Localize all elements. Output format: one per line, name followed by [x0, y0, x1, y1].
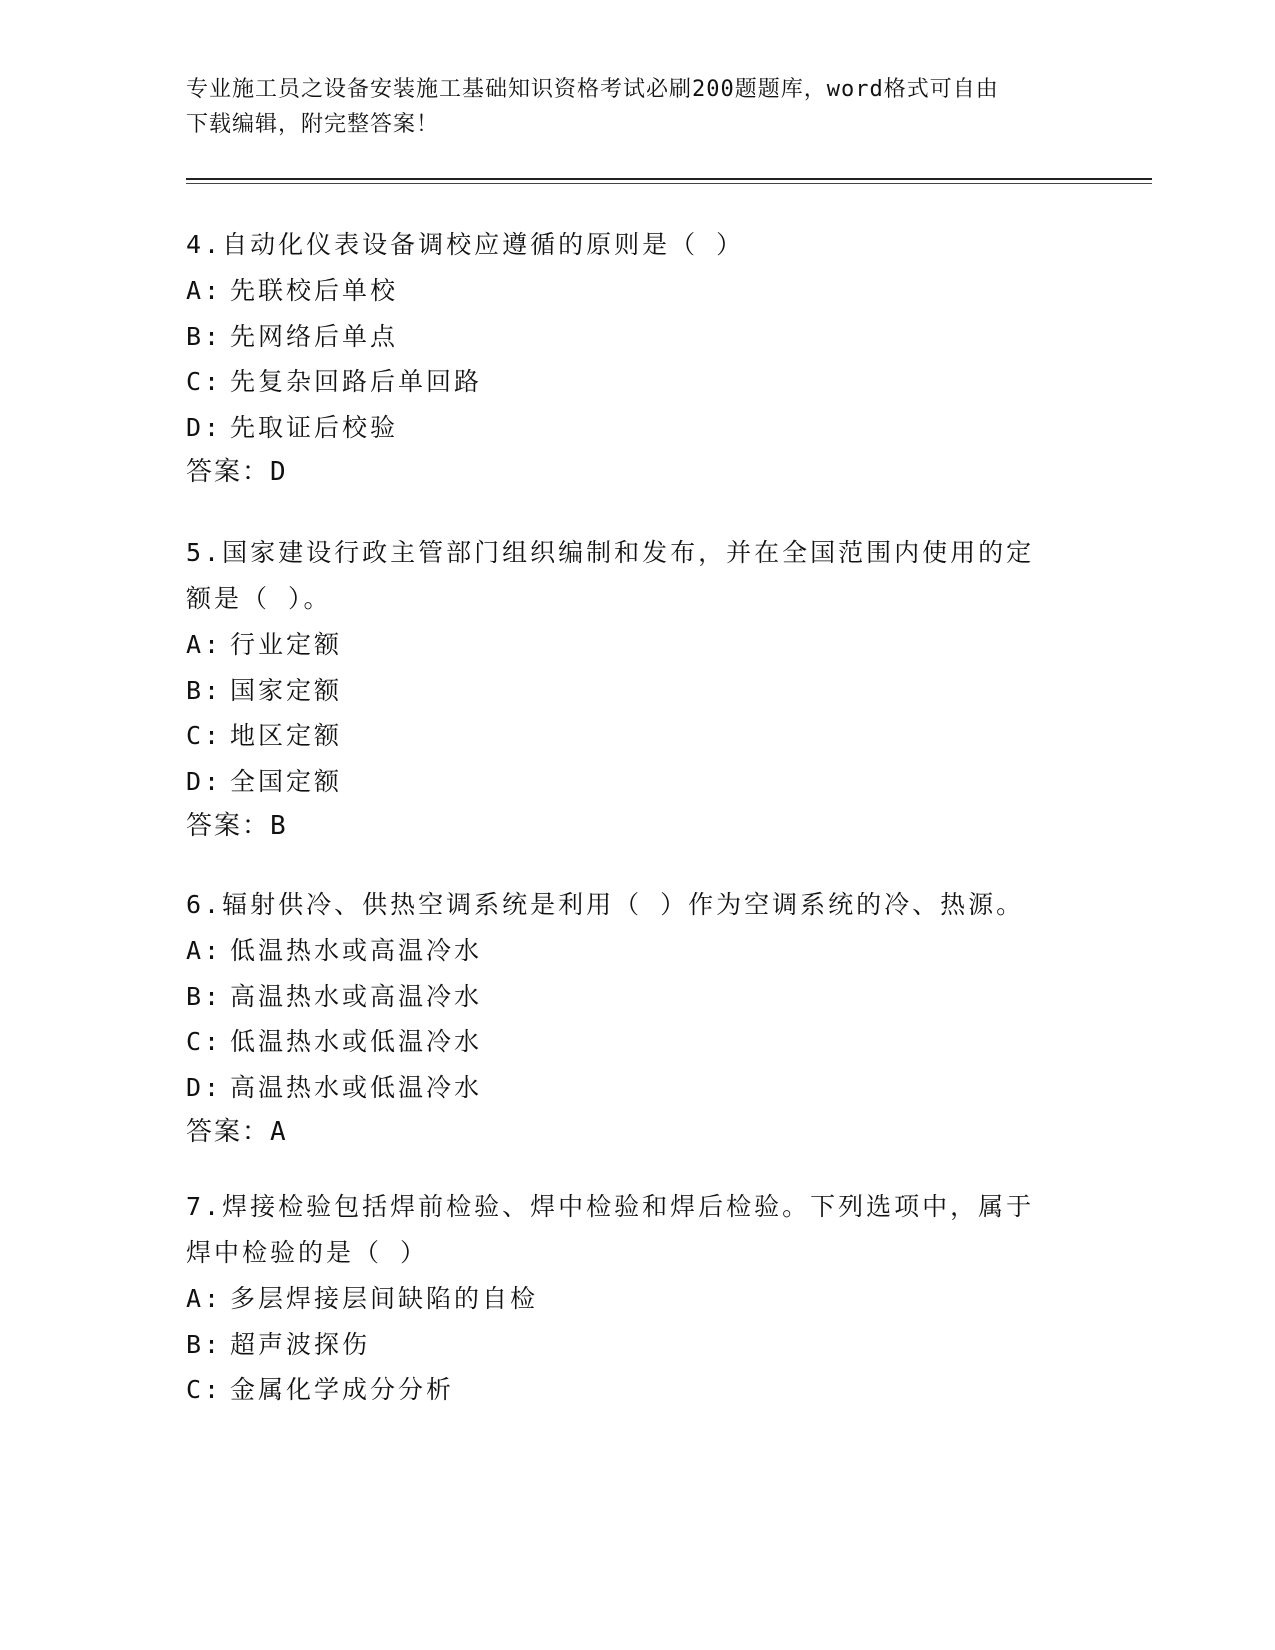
option-b [186, 974, 1066, 1020]
option-key: B: [186, 321, 223, 351]
option-b [186, 314, 1066, 360]
option-c [186, 1019, 1066, 1065]
question-5 [186, 530, 1066, 850]
option-c [186, 359, 1066, 405]
option-d [186, 1065, 1066, 1111]
option-a [186, 1276, 1066, 1322]
option-d [186, 759, 1066, 805]
option-text: 行业定额 [230, 630, 343, 659]
option-text: 先网络后单点 [230, 321, 399, 351]
option-text: 低温热水或低温冷水 [230, 1027, 483, 1056]
option-key: A: [186, 276, 223, 305]
answer-value: A [270, 1117, 288, 1147]
option-key: C: [186, 1375, 223, 1404]
question-stem-continued: 额是（ ）。 [186, 584, 332, 613]
question-stem: 7.焊接检验包括焊前检验、焊中检验和焊后检验。下列选项中，属于 [186, 1192, 1035, 1221]
option-a [186, 622, 1066, 668]
answer-line [186, 450, 1066, 496]
option-a [186, 928, 1066, 974]
option-key: A: [186, 1284, 223, 1313]
option-b [186, 1322, 1066, 1368]
answer-value: D [270, 457, 288, 487]
header-line-1: 专业施工员之设备安装施工基础知识资格考试必刷200题题库，word格式可自由 [186, 77, 999, 102]
option-key: B: [186, 981, 223, 1011]
question-stem: 5.国家建设行政主管部门组织编制和发布，并在全国范围内使用的定 [186, 538, 1035, 567]
option-text: 全国定额 [230, 766, 343, 796]
option-key: D: [186, 1072, 223, 1102]
option-b [186, 668, 1066, 714]
option-text: 高温热水或高温冷水 [230, 981, 483, 1011]
option-c [186, 713, 1066, 759]
option-text: 先复杂回路后单回路 [230, 367, 483, 396]
question-6 [186, 882, 1066, 1156]
option-key: A: [186, 936, 223, 965]
option-text: 先联校后单校 [230, 276, 399, 305]
answer-line [186, 1110, 1066, 1156]
option-text: 地区定额 [230, 721, 343, 750]
option-key: A: [186, 630, 223, 659]
header-divider-thick [186, 178, 1152, 180]
option-text: 先取证后校验 [230, 412, 399, 442]
option-text: 国家定额 [230, 675, 343, 705]
answer-value: B [270, 811, 288, 841]
answer-label: 答案： [186, 811, 271, 841]
question-4 [186, 222, 1066, 496]
header-divider-thin [186, 183, 1152, 184]
option-c [186, 1367, 1066, 1413]
option-d [186, 405, 1066, 451]
option-key: B: [186, 675, 223, 705]
answer-label: 答案： [186, 457, 271, 487]
question-stem: 4.自动化仪表设备调校应遵循的原则是（ ） [186, 230, 745, 259]
document-header [186, 72, 1066, 142]
option-key: D: [186, 766, 223, 796]
option-text: 高温热水或低温冷水 [230, 1072, 483, 1102]
option-text: 多层焊接层间缺陷的自检 [230, 1284, 539, 1313]
option-a [186, 268, 1066, 314]
option-key: C: [186, 367, 223, 396]
header-line-2: 下载编辑，附完整答案！ [186, 112, 440, 137]
option-key: B: [186, 1329, 223, 1359]
option-text: 金属化学成分分析 [230, 1375, 455, 1404]
question-stem-continued: 焊中检验的是（ ） [186, 1238, 429, 1267]
option-key: D: [186, 412, 223, 442]
option-text: 低温热水或高温冷水 [230, 936, 483, 965]
question-stem: 6.辐射供冷、供热空调系统是利用（ ）作为空调系统的冷、热源。 [186, 890, 1025, 919]
option-key: C: [186, 721, 223, 750]
option-key: C: [186, 1027, 223, 1056]
answer-label: 答案： [186, 1117, 271, 1147]
question-7 [186, 1184, 1066, 1413]
option-text: 超声波探伤 [230, 1329, 371, 1359]
answer-line [186, 804, 1066, 850]
